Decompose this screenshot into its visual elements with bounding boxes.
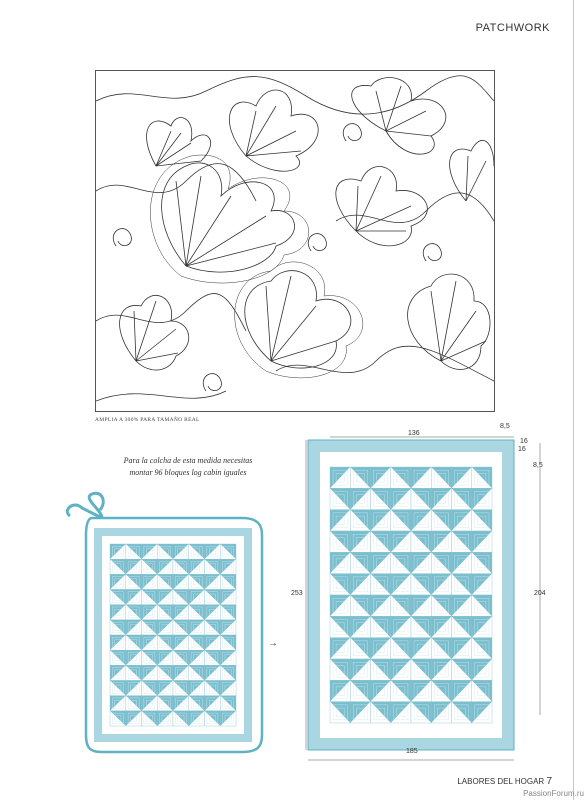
dim-center-width: 136 [408,430,420,437]
quilting-motif-illustration [95,70,495,412]
floral-motif-drawing [96,71,494,411]
dim-border-width: 16 [520,438,528,445]
arrow-icon: → [268,638,278,649]
enlarge-instruction: AMPLIA A 300% PARA TAMAÑO REAL [95,417,200,423]
page-margin-line [573,0,574,800]
large-quilt-diagram [288,425,573,770]
magazine-name: LABORES DEL HOGAR [457,777,545,786]
dim-border-inner: 16 [518,446,526,453]
dim-total-width: 185 [406,748,418,755]
watermark: PassionForum.ru [523,789,584,798]
block-count-note [88,455,288,479]
dim-border-outer-top: 8,5 [500,423,510,430]
dim-center-height: 204 [534,590,546,597]
dim-total-height: 253 [291,590,303,597]
section-header: PATCHWORK [475,22,550,34]
note-line-2: montar 96 bloques log cabin iguales [129,468,247,477]
page-footer [457,776,552,787]
note-line-1: Para la colcha de esta medida necesitas [123,456,253,465]
small-quilt-illustration [62,490,272,760]
dim-border-outer-side: 8,5 [533,462,543,469]
page-number: 7 [546,776,552,787]
